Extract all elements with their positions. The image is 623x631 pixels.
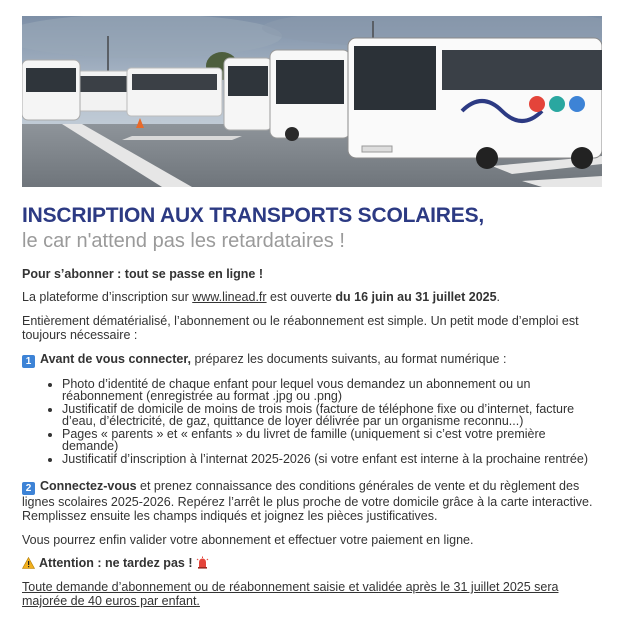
platform-sentence: La plateforme d’inscription sur www.linead.fr est ouverte du 16 juin au 31 juillet 2025.	[22, 290, 501, 304]
siren-icon	[196, 556, 209, 569]
attention-text: Attention : ne tardez pas !	[39, 556, 193, 570]
intro-heading: Pour s’abonner : tout se passe en ligne !	[22, 267, 264, 281]
list-item: • Photo d’identité de chaque enfant pour lequel vous demandez un abonnement ou un réabonnement (enregistrée au format .jpg ou .png)	[62, 378, 602, 402]
list-item: • Pages « parents » et « enfants » du livret de famille (uniquement si c’est votre première demande)	[62, 428, 602, 452]
step-2-bold: Connectez-vous	[40, 479, 137, 493]
linead-link[interactable]: www.linead.fr	[192, 290, 267, 304]
dematerialized-text: Entièrement dématérialisé, l’abonnement ou le réabonnement est simple. Un petit mode d’emploi est toujours nécessaire :	[22, 314, 579, 342]
page-title: INSCRIPTION AUX TRANSPORTS SCOLAIRES,	[22, 204, 485, 227]
validate-text: Vous pourrez enfin valider votre abonnement et effectuer votre paiement en ligne.	[22, 533, 474, 547]
newsletter-content	[22, 16, 602, 608]
list-item: • Justificatif d’inscription à l’internat 2025-2026 (si votre enfant est interne à la prochaine rentrée)	[62, 453, 602, 465]
page-subtitle: le car n'attend pas les retardataires !	[22, 230, 345, 252]
step-2: 2 Connectez-vous et prenez connaissance des conditions générales de vente et du règlement des lignes scolaires 2025-2026. Repérez l’arrêt le plus proche de votre domicile grâce à la carte interactive. Remplissez ensuite les champs indiqués et joignez les pièces justificatives.	[22, 479, 593, 523]
number-two-icon: 2	[22, 482, 35, 495]
registration-dates: du 16 juin au 31 juillet 2025	[335, 290, 497, 304]
attention-line	[22, 556, 602, 570]
number-one-icon: 1	[22, 355, 35, 368]
step-1: 1 Avant de vous connecter, préparez les documents suivants, au format numérique :	[22, 352, 602, 368]
step-1-bold: Avant de vous connecter,	[40, 352, 191, 366]
documents-list	[22, 378, 602, 465]
bus-photo	[22, 16, 602, 187]
warning-icon	[22, 557, 35, 569]
penalty-notice: Toute demande d’abonnement ou de réabonnement saisie et validée après le 31 juillet 2025 sera majorée de 40 euros par enfant.	[22, 580, 559, 608]
list-item: • Justificatif de domicile de moins de trois mois (facture de téléphone fixe ou d’internet, facture d’eau, d’électricité, de gaz, quittance de loyer délivrée par un organisme reconnu...)	[62, 403, 602, 427]
